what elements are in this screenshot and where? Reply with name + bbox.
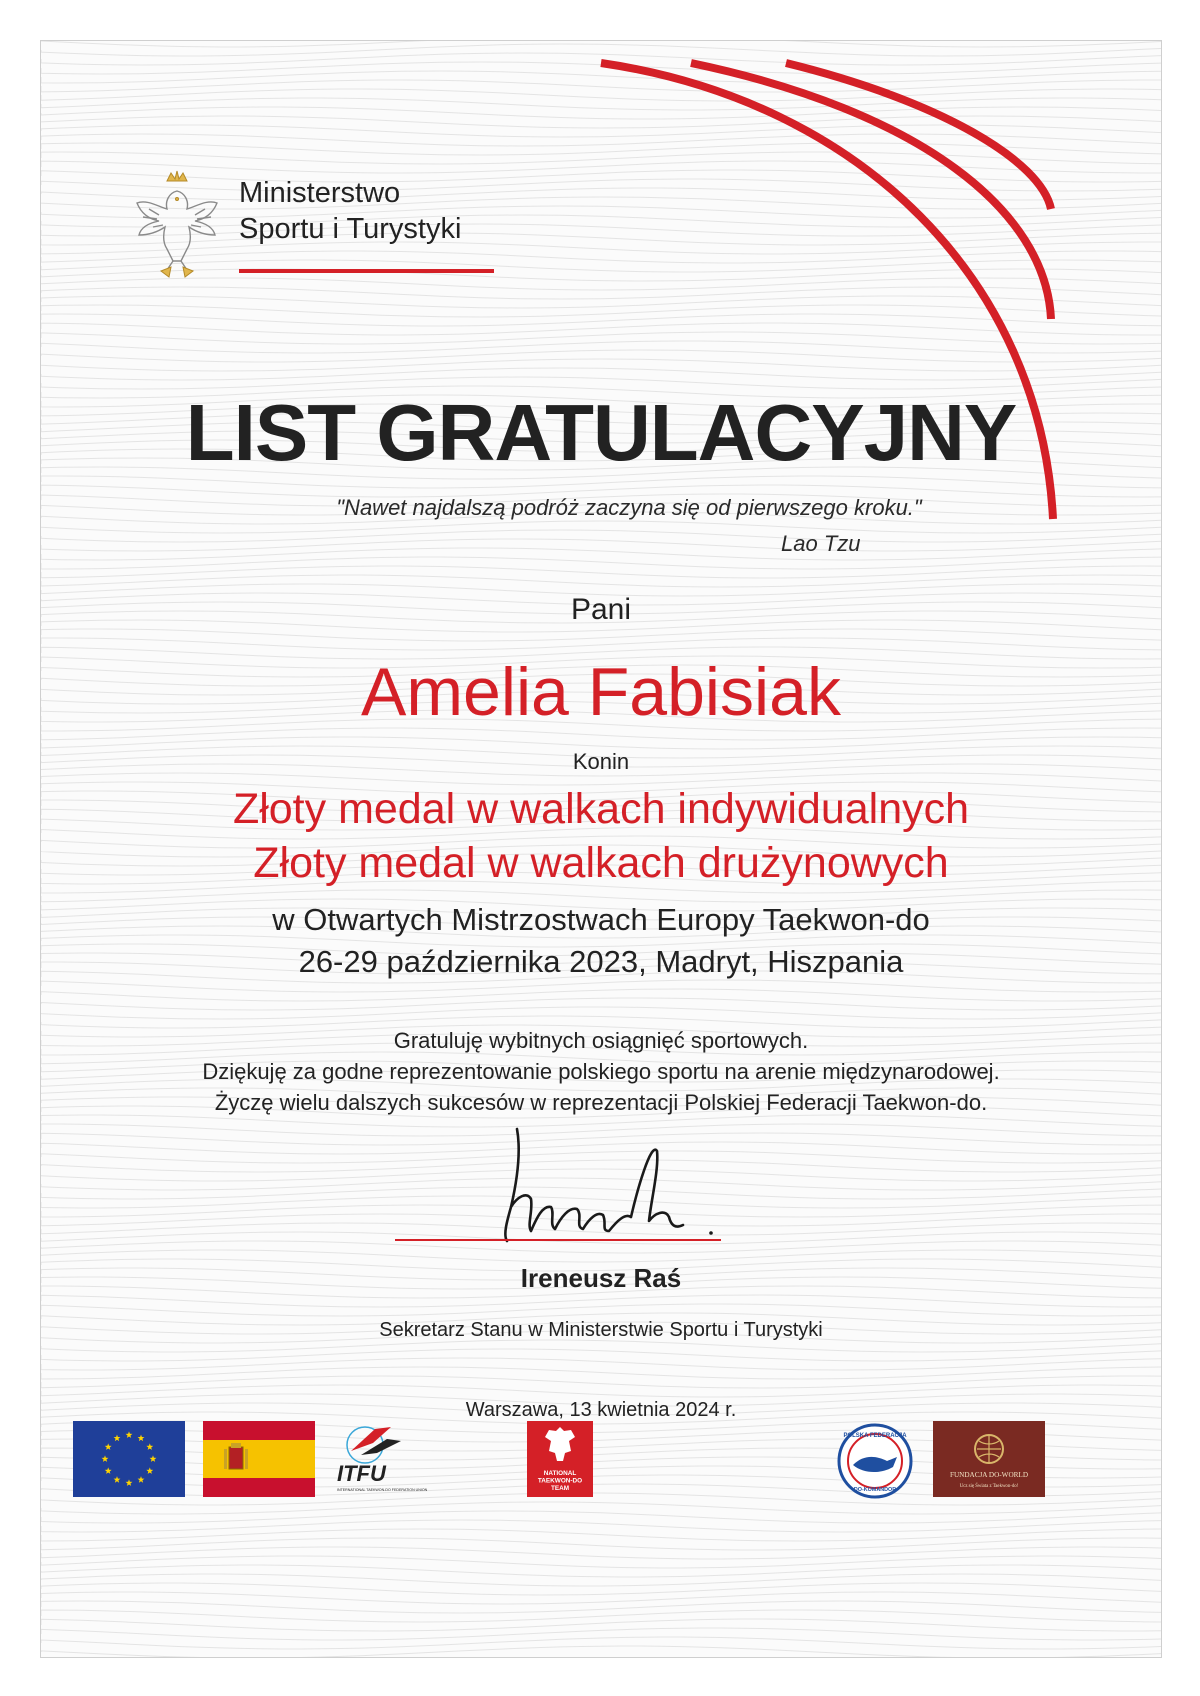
itfu-logo: [331, 1421, 431, 1497]
event-line: w Otwartych Mistrzostwach Europy Taekwon-do: [272, 902, 930, 937]
pf-text: POLSKA FEDERACJA: [843, 1433, 907, 1439]
body-line: Dziękuję za godne reprezentowanie polskiego sportu na arenie międzynarodowej.: [202, 1059, 1000, 1084]
fundacja-text: FUNDACJA DO-WORLD: [949, 1471, 1029, 1479]
spain-flag-icon: [203, 1421, 315, 1497]
national-team-logo: [527, 1421, 593, 1497]
national-team-logo-icon: [527, 1421, 593, 1497]
event-line: 26-29 października 2023, Madryt, Hiszpania: [298, 944, 904, 979]
quote-text: "Nawet najdalszą podróż zaczyna się od pierwszego kroku.": [336, 495, 922, 520]
polish-eagle-icon: [129, 169, 225, 281]
achievement-line: Złoty medal w walkach drużynowych: [253, 839, 949, 887]
salutation: Pani: [570, 593, 632, 626]
document-title: LIST GRATULACYJNY: [185, 388, 1017, 477]
pf-subtext: DO-KOMANDOR: [853, 1487, 897, 1493]
certificate-sheet: [40, 40, 1162, 1658]
ministry-header: [129, 169, 549, 329]
spain-flag: [203, 1421, 315, 1497]
polska-federacja-logo: [835, 1421, 915, 1497]
quote-author: Lao Tzu: [781, 531, 861, 556]
place-date: Warszawa, 13 kwietnia 2024 r.: [465, 1399, 737, 1421]
itfu-mark: ITFU: [337, 1461, 386, 1486]
polska-federacja-logo-icon: [835, 1421, 915, 1501]
signer-role: Sekretarz Stanu w Ministerstwie Sportu i Turystyki: [379, 1319, 823, 1341]
ministry-name-line2: Sportu i Turystyki: [239, 213, 462, 245]
fundacja-logo-icon: [933, 1421, 1045, 1497]
itfu-logo-icon: [331, 1421, 431, 1497]
fundacja-do-world-logo: [933, 1421, 1045, 1497]
ministry-name-line1: Ministerstwo: [239, 177, 401, 209]
eu-flag-icon: [73, 1421, 185, 1497]
recipient-city: Konin: [572, 749, 630, 774]
recipient-name: Amelia Fabisiak: [361, 654, 841, 730]
svg-text:NATIONALTAEKWON-DOTEAM: NATIONAL TAEKWON-DO TEAM: [537, 1470, 583, 1492]
achievement-line: Złoty medal w walkach indywidualnych: [232, 785, 970, 833]
ministry-underline: [239, 269, 494, 273]
signer-name: Ireneusz Raś: [520, 1263, 682, 1293]
itfu-subtext: INTERNATIONAL TAEKWON-DO FEDERATION UNION: [337, 1488, 428, 1492]
fundacja-subtext: Ucz się Świata z Taekwon-do!: [959, 1484, 1019, 1489]
body-line: Gratuluję wybitnych osiągnięć sportowych.: [393, 1028, 809, 1053]
signature-line: [395, 1239, 721, 1241]
ministry-name: [239, 175, 461, 247]
eu-flag: [73, 1421, 185, 1497]
body-line: Życzę wielu dalszych sukcesów w reprezentacji Polskiej Federacji Taekwon-do.: [214, 1090, 988, 1115]
